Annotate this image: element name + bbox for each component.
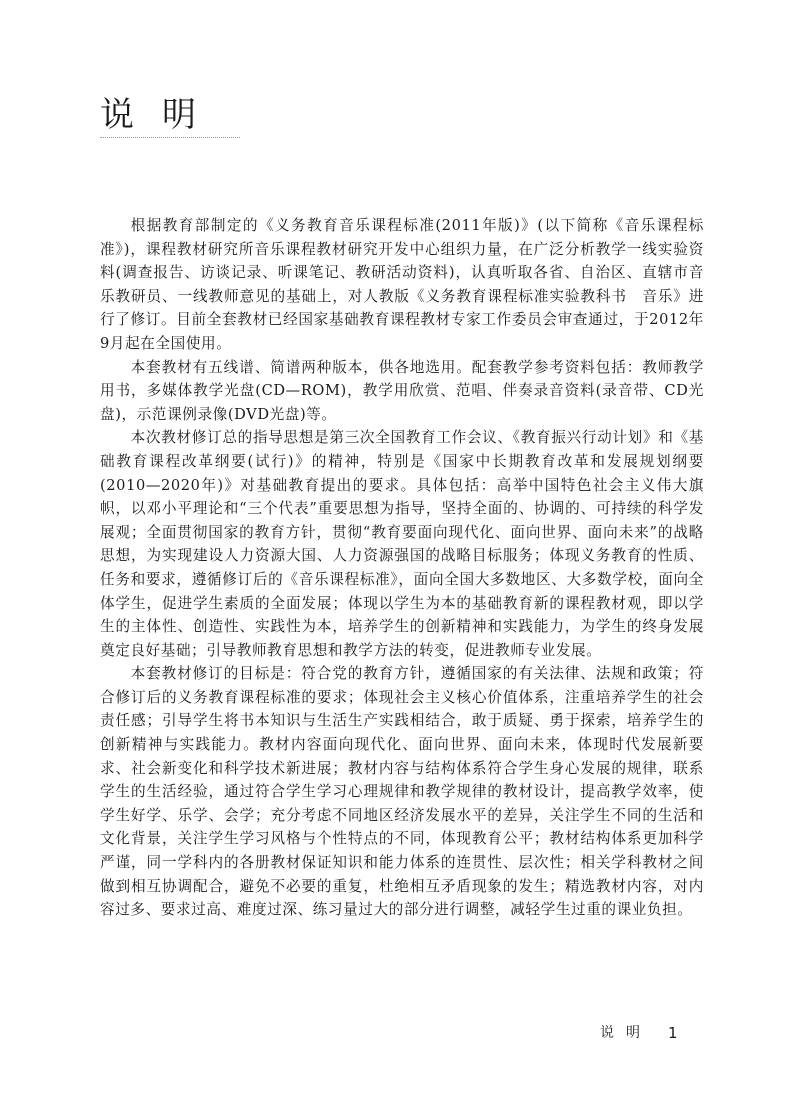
page-title: 说明 [100,95,224,135]
footer-section-label: 说明 [600,1025,652,1041]
paragraph-4: 本套教材修订的目标是：符合党的教育方针，遵循国家的有关法律、法规和政策；符合修订后的义务教育课程标准的要求；体现社会主义核心价值体系，注重培养学生的社会责任感；引导学生将书本知识与生活生产实践相结合，敢于质疑、勇于探索，培养学生的创新精神与实践能力。教材内容面向现代化、面向世界、面向未来，体现时代发展新要求、社会新变化和科学技术新进展；教材内容与结构体系符合学生身心发展的规律，联系学生的生活经验，通过符合学生学习心理规律和教学规律的教材设计，提高教学效率，使学生好学、乐学、会学；充分考虑不同地区经济发展水平的差异，关注学生不同的生活和文化背景，关注学生学习风格与个性特点的不同，体现教育公平；教材结构体系更加科学严谨，同一学科内的各册教材保证知识和能力体系的连贯性、层次性；相关学科教材之间做到相互协调配合，避免不必要的重复，杜绝相互矛盾现象的发生；精选教材内容，对内容过多、要求过高、难度过深、练习量过大的部分进行调整，减轻学生过重的课业负担。 [100,665,704,919]
page-footer [600,1023,678,1043]
paragraph-2: 本套教材有五线谱、简谱两种版本，供各地选用。配套教学参考资料包括：教师教学用书，多媒体教学光盘(CD—ROM)，教学用欣赏、范唱、伴奏录音资料(录音带、CD光盘)，示范课例录像(DVD光盘)等。 [100,358,704,423]
title-divider [100,137,240,138]
page-number: 1 [668,1024,678,1042]
paragraph-1: 根据教育部制定的《义务教育音乐课程标准(2011年版)》(以下简称《音乐课程标准》)，课程教材研究所音乐课程教材研究开发中心组织力量，在广泛分析教学一线实验资料(调查报告、访谈记录、听课笔记、教研活动资料)，认真听取各省、自治区、直辖市音乐教研员、一线教师意见的基础上，对人教版《义务教育课程标准实验教科书 音乐》进行了修订。目前全套教材已经国家基础教育课程教材专家工作委员会审查通过，于2012年9月起在全国使用。 [100,217,704,352]
paragraph-3: 本次教材修订总的指导思想是第三次全国教育工作会议、《教育振兴行动计划》和《基础教育课程改革纲要(试行)》的精神，特别是《国家中长期教育改革和发展规划纲要(2010—2020年)》对基础教育提出的要求。具体包括：高举中国特色社会主义伟大旗帜，以邓小平理论和“三个代表”重要思想为指导，坚持全面的、协调的、可持续的科学发展观；全面贯彻国家的教育方针，贯彻“教育要面向现代化、面向世界、面向未来”的战略思想，为实现建设人力资源大国、人力资源强国的战略目标服务；体现义务教育的性质、任务和要求，遵循修订后的《音乐课程标准》，面向全国大多数地区、大多数学校，面向全体学生，促进学生素质的全面发展；体现以学生为本的基础教育新的课程教材观，即以学生的主体性、创造性、实践性为本，培养学生的创新精神和实践能力，为学生的终身发展奠定良好基础；引导教师教育思想和教学方法的转变，促进教师专业发展。 [100,429,704,659]
body-text [100,214,704,922]
